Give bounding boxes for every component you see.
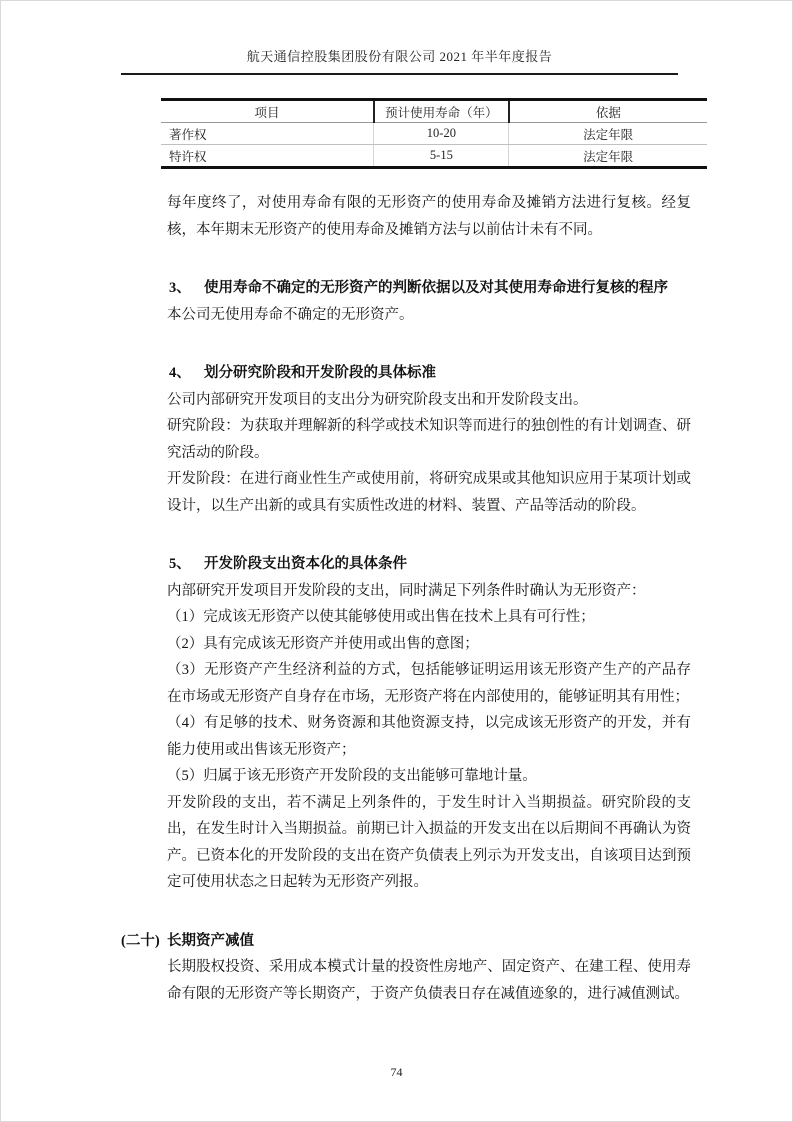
cell-item: 特许权 (169, 149, 207, 164)
cell-item: 著作权 (161, 123, 374, 145)
section-heading-4 (169, 360, 691, 387)
document-header (121, 46, 678, 75)
paragraph: （2）具有完成该无形资产并使用或出售的意图； (167, 635, 479, 652)
paragraph: 研究阶段：为获取并理解新的科学或技术知识等而进行的独创性的有计划调查、研究活动的阶段。 (167, 418, 691, 461)
paragraph: 每年度终了，对使用寿命有限的无形资产的使用寿命及摊销方法进行复核。经复核，本年期末无形资产的使用寿命及摊销方法与以前估计未有不同。 (167, 195, 691, 238)
column-header-basis: 依据 (509, 100, 707, 123)
subsection-number: (二十) (121, 932, 160, 949)
subsection-title: 长期资产减值 (167, 932, 254, 949)
section-title: 使用寿命不确定的无形资产的判断依据以及对其使用寿命进行复核的程序 (204, 280, 668, 296)
column-header-useful-life: 预计使用寿命（年） (374, 100, 509, 123)
paragraph: 本公司无使用寿命不确定的无形资产。 (167, 306, 414, 323)
table-header-row (161, 100, 707, 123)
table-row (161, 123, 707, 145)
section-number: 3、 (169, 280, 191, 296)
paragraph: 长期股权投资、采用成本模式计量的投资性房地产、固定资产、在建工程、使用寿命有限的无形资产等长期资产，于资产负债表日存在减值迹象的，进行减值测试。 (167, 959, 691, 1002)
paragraph: 开发阶段的支出，若不满足上列条件的，于发生时计入当期损益。研究阶段的支出，在发生时计入当期损益。前期已计入损益的开发支出在以后期间不再确认为资产。已资本化的开发阶段的支出在资产负债表上列示为开发支出，自该项目达到预定可使用状态之日起转为无形资产列报。 (167, 794, 691, 890)
section-title: 开发阶段支出资本化的具体条件 (204, 556, 407, 572)
table-row (161, 145, 707, 168)
page-footer (1, 1065, 792, 1080)
paragraph: （5）归属于该无形资产开发阶段的支出能够可靠地计量。 (167, 768, 537, 784)
cell-basis: 法定年限 (509, 123, 707, 145)
cell-useful-life: 5-15 (374, 145, 509, 168)
section-number: 4、 (169, 365, 191, 381)
section-heading-3 (169, 275, 691, 302)
section-title: 划分研究阶段和开发阶段的具体标准 (204, 365, 436, 381)
useful-life-table-wrap (161, 98, 707, 169)
paragraph: 公司内部研究开发项目的支出分为研究阶段支出和开发阶段支出。 (167, 391, 588, 408)
page-number: 74 (390, 1065, 403, 1079)
paragraph: 开发阶段：在进行商业性生产或使用前，将研究成果或其他知识应用于某项计划或设计，以生产出新的或具有实质性改进的材料、装置、产品等活动的阶段。 (167, 471, 691, 514)
paragraph: （1）完成该无形资产以使其能够使用或出售在技术上具有可行性； (167, 609, 595, 625)
section-number: 5、 (169, 556, 191, 572)
section-heading-5 (169, 551, 691, 578)
page-title: 航天通信控股集团股份有限公司 2021 年半年度报告 (246, 49, 553, 64)
useful-life-table (161, 98, 707, 169)
paragraph: 内部研究开发项目开发阶段的支出，同时满足下列条件时确认为无形资产： (167, 582, 646, 599)
cell-basis: 法定年限 (509, 145, 707, 168)
cell-useful-life: 10-20 (374, 123, 509, 145)
paragraph: （4）有足够的技术、财务资源和其他资源支持，以完成该无形资产的开发，并有能力使用或出售该无形资产； (167, 715, 691, 758)
paragraph: （3）无形资产产生经济利益的方式，包括能够证明运用该无形资产生产的产品存在市场或无形资产自身存在市场，无形资产将在内部使用的，能够证明其有用性； (167, 662, 691, 705)
document-body (121, 190, 691, 1007)
column-header-item: 项目 (161, 100, 374, 123)
subsection-heading-20 (121, 928, 691, 955)
